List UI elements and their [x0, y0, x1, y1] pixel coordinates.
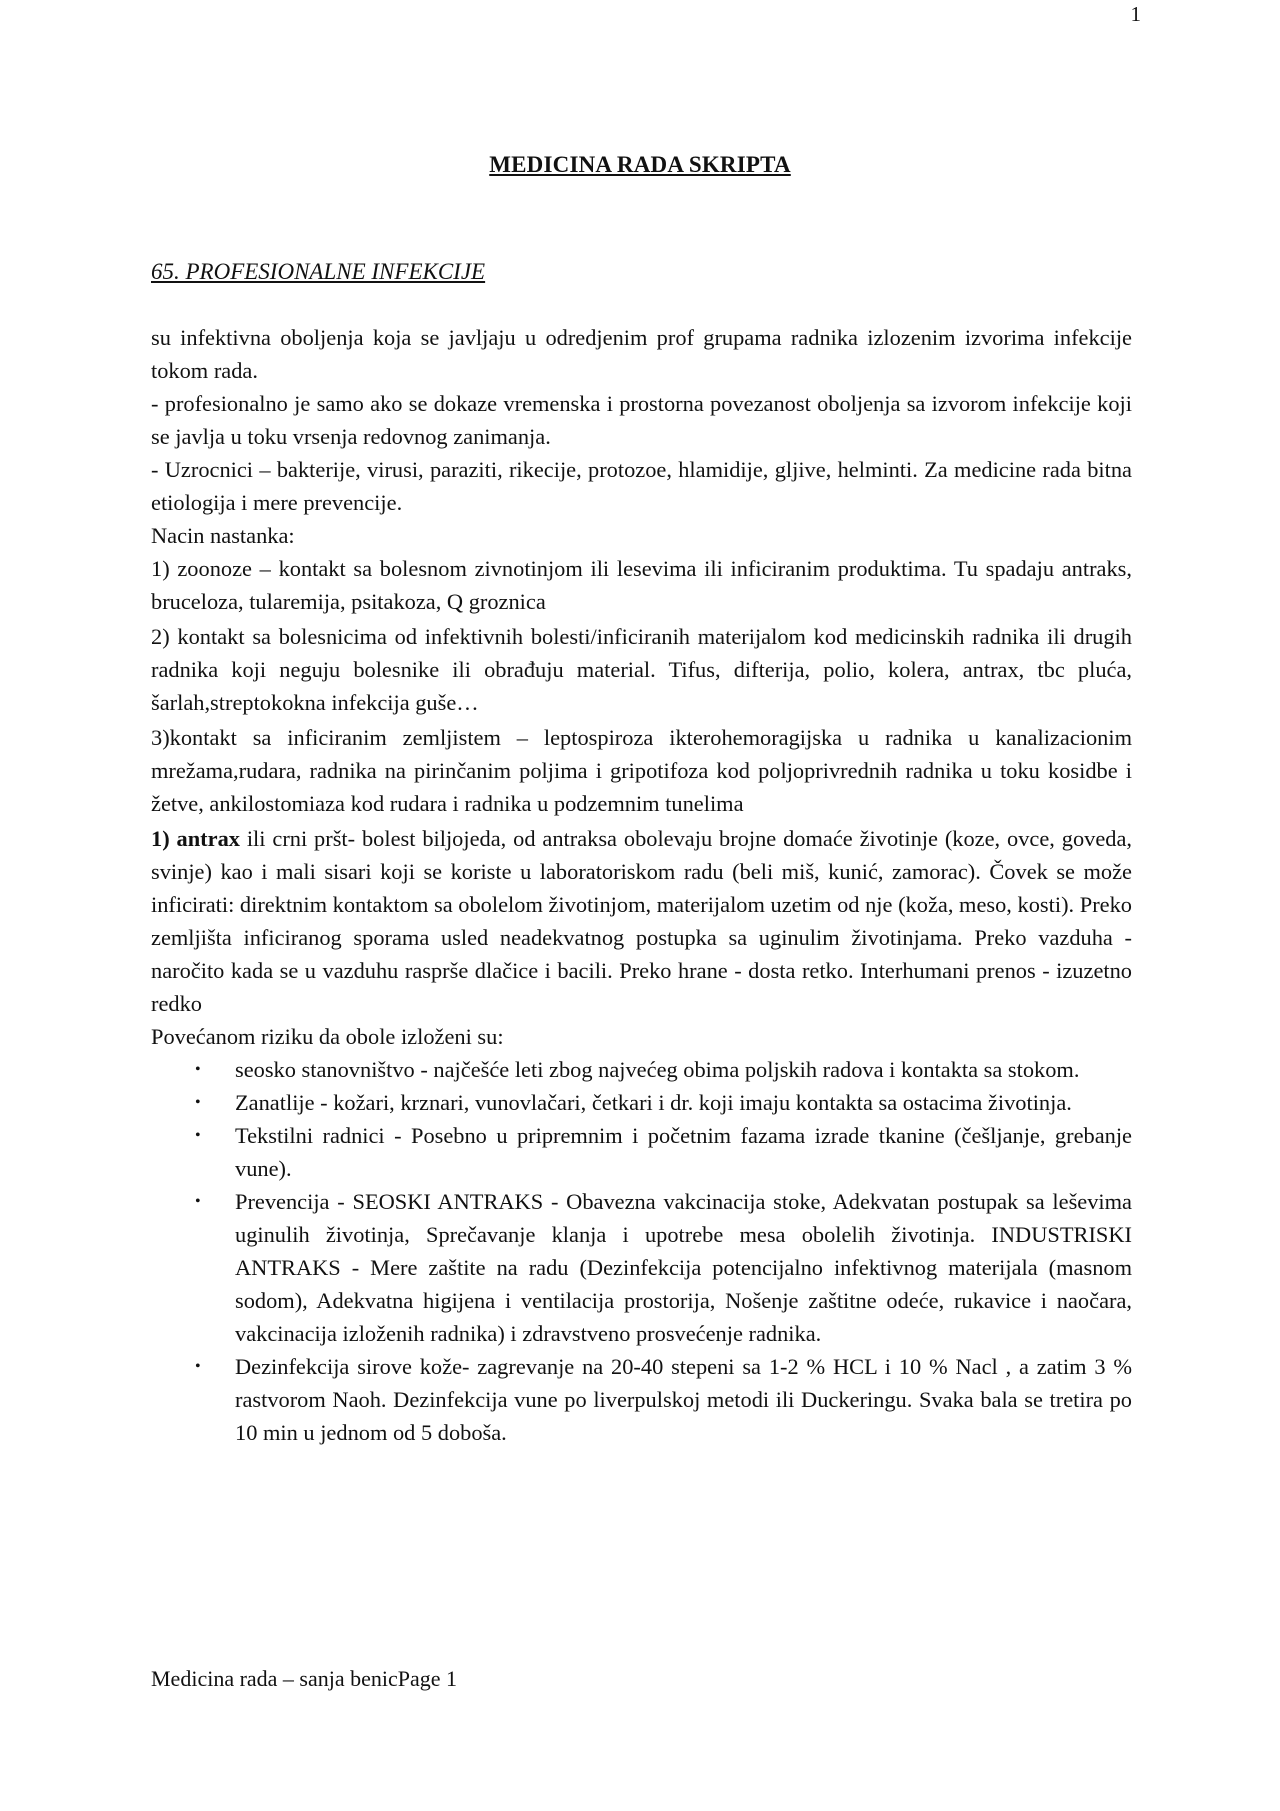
antrax-label: 1) antrax	[151, 826, 240, 851]
list-item	[151, 1185, 1132, 1350]
list-item-text: Tekstilni radnici - Posebno u pripremnim i početnim fazama izrade tkanine (češljanje, grebanje vune).	[235, 1123, 1132, 1181]
bullet-icon: •	[195, 1358, 201, 1375]
list-item	[151, 1086, 1132, 1119]
bullet-icon: •	[195, 1127, 201, 1144]
patient-contact-paragraph: 2) kontakt sa bolesnicima od infektivnih bolesti/inficiranih materijalom kod medicinskih radnika ili drugih radnika koji neguju bolesnike ili obrađuju material. Tifus, difterija, polio, kolera, antrax, tbc pluća, šarlah,streptokokna infekcija guše…	[151, 624, 1132, 715]
list-item-text: seosko stanovništvo - najčešće leti zbog najvećeg obima poljskih radova i kontakta sa stokom.	[235, 1057, 1080, 1082]
list-item	[151, 1053, 1132, 1086]
origin-heading: Nacin nastanka:	[151, 523, 295, 548]
antrax-text: ili crni pršt- bolest biljojeda, od antraksa obolevaju brojne domaće životinje (koze, ovce, goveda, svinje) kao i mali sisari koji se koriste u laboratoriskom radu (beli miš, kunić, zamorac). Čovek se može inficirati: direktnim kontaktom sa obolelom životinjom, materijalom uzetim od nje (koža, meso, kosti). Preko zemljišta inficiranog sporama usled neadekvatnog postupka sa uginulim životinjama. Preko vazduha - naročito kada se u vazduhu raspršе dlačice i bacili. Preko hrane - dosta retko. Interhumani prenos - izuzetno redko	[151, 826, 1133, 1016]
bullet-icon: •	[195, 1094, 201, 1111]
list-item-text: Prevencija - SEOSKI ANTRAKS - Obavezna vakcinacija stoke, Adekvatan postupak sa leševima uginulih životinja, Sprečavanje klanja i upotrebe mesa obolelih životinja. INDUSTRISKI ANTRAKS - Mere zaštite na radu (Dezinfekcija potencijalno infektivnog materijala (masnom sodom), Adekvatna higijena i ventilacija prostorija, Nošenje zaštitne odeće, rukavice i naočara, vakcinacija izloženih radnika) i zdravstveno prosvećenje radnika.	[235, 1189, 1132, 1346]
antrax-paragraph	[151, 822, 1132, 1020]
intro-paragraph: su infektivna oboljenja koja se javljaju u odredjenim prof grupama radnika izlozenim izvorima infekcije tokom rada.	[151, 325, 1132, 383]
list-item	[151, 1350, 1132, 1449]
page-footer: Medicina rada – sanja benicPage 1	[151, 1666, 458, 1691]
professional-criteria-paragraph: - profesionalno je samo ako se dokaze vremenska i prostorna povezanost oboljenja sa izvorom infekcije koji se javlja u toku vrsenja redovnog zanimanja.	[151, 391, 1132, 449]
soil-contact-paragraph: 3)kontakt sa inficiranim zemljistem – leptospiroza ikterohemoragijska u radnika u kanalizacionim mrežama,rudara, radnika na pirinčanim poljima i gripotifoza kod poljoprivrednih radnika u toku kosidbe i žetve, ankilostomiaza kod rudara i radnika u podzemnim tunelima	[151, 725, 1132, 816]
zoonoses-paragraph: 1) zoonoze – kontakt sa bolesnom zivnotinjom ili lesevima ili inficiranim produktima. Tu spadaju antraks, bruceloza, tularemija, psitakoza, Q groznica	[151, 556, 1132, 614]
risk-intro: Povećanom riziku da obole izloženi su:	[151, 1024, 504, 1049]
list-item-text: Dezinfekcija sirove kože- zagrevanje na 20-40 stepeni sa 1-2 % HCL i 10 % Nacl , a zatim 3 % rastvorom Naoh. Dezinfekcija vune po liverpulskoj metodi ili Duckeringu. Svaka bala se tretira po 10 min u jednom od 5 doboša.	[235, 1354, 1132, 1445]
section-heading: 65. PROFESIONALNE INFEKCIJE	[151, 259, 486, 284]
bullet-icon: •	[195, 1193, 201, 1210]
page-number: 1	[1130, 2, 1141, 26]
list-item	[151, 1119, 1132, 1185]
document-title: MEDICINA RADA SKRIPTA	[489, 152, 791, 177]
causes-paragraph: - Uzrocnici – bakterije, virusi, paraziti, rikecije, protozoe, hlamidije, gljive, helminti. Za medicine rada bitna etiologija i mere prevencije.	[151, 457, 1132, 515]
risk-groups-list	[151, 1053, 1132, 1449]
list-item-text: Zanatlije - kožari, krznari, vunovlačari, četkari i dr. koji imaju kontakta sa ostacima životinja.	[235, 1090, 1072, 1115]
bullet-icon: •	[195, 1061, 201, 1078]
document-body	[151, 321, 1132, 1449]
